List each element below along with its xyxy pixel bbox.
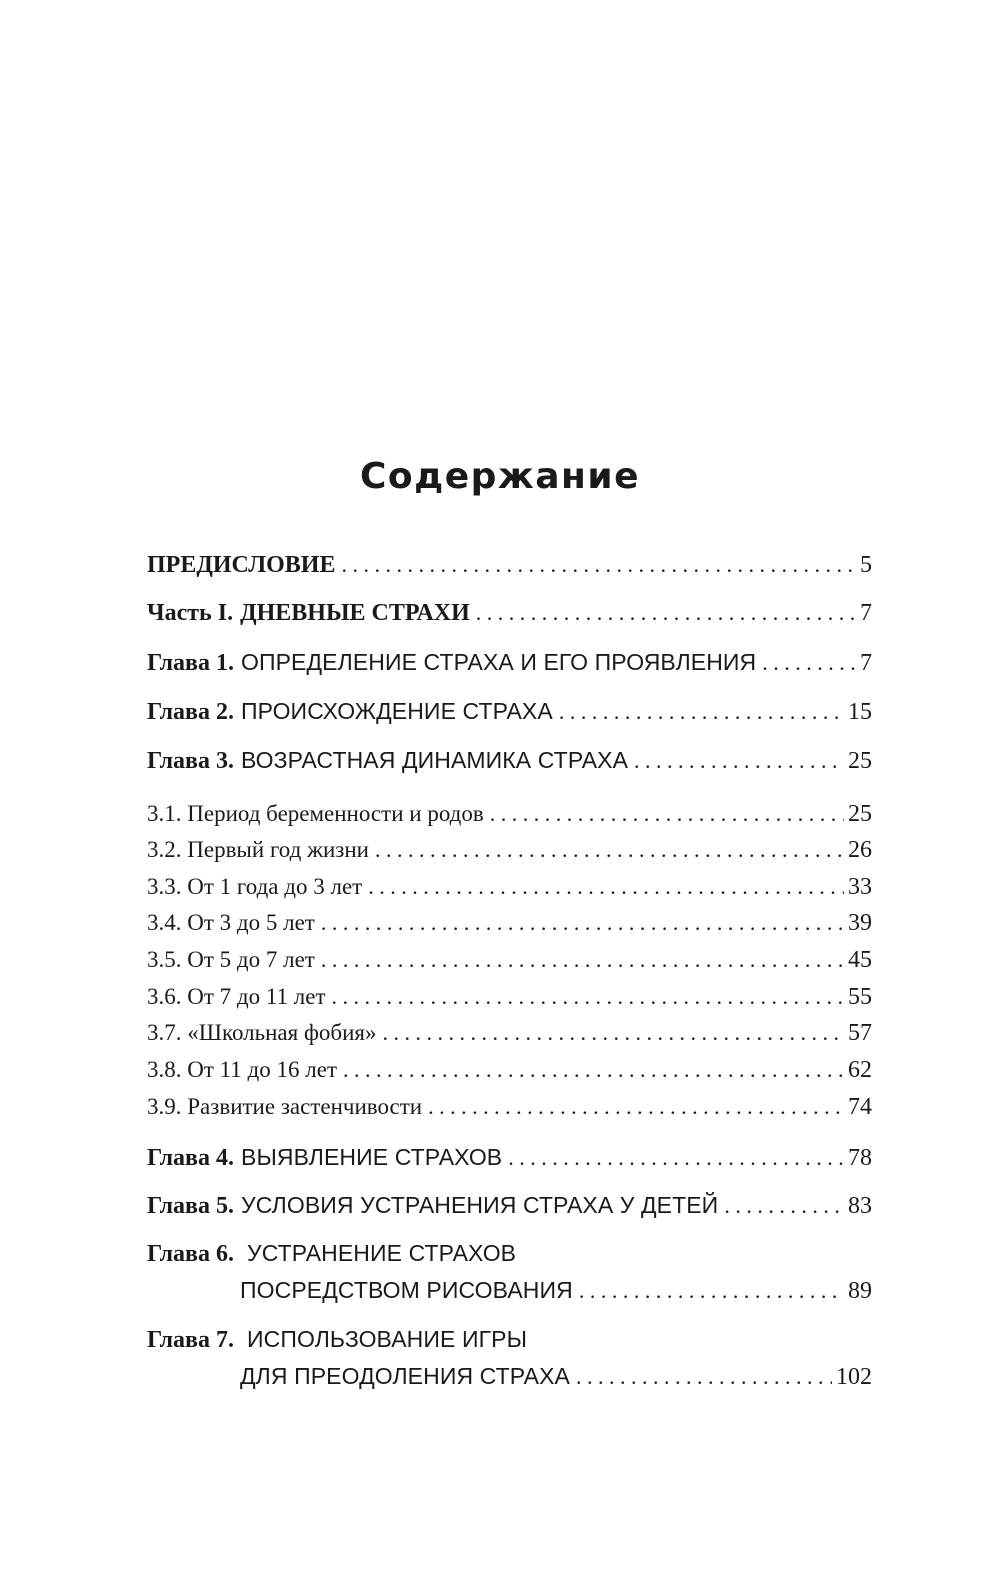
toc-entry-section-3-2	[147, 833, 872, 867]
toc-page-number: 7	[860, 650, 872, 676]
toc-entry-label: ВОЗРАСТНАЯ ДИНАМИКА СТРАХА	[241, 747, 629, 773]
leader-dots	[762, 646, 856, 680]
toc-entry-section-3-3	[147, 870, 872, 904]
toc-entry-prefix: Глава 1.	[147, 650, 234, 676]
toc-entry-label: ИСПОЛЬЗОВАНИЕ ИГРЫ	[247, 1326, 528, 1352]
page-title: Содержание	[359, 456, 641, 497]
toc-entry-label: ВЫЯВЛЕНИЕ СТРАХОВ	[241, 1144, 503, 1170]
toc-page-number: 45	[848, 947, 872, 973]
toc-entry-chapter-5	[147, 1188, 872, 1222]
toc-page-number: 26	[848, 837, 872, 863]
toc-entry-label: ДНЕВНЫЕ СТРАХИ	[240, 600, 470, 626]
toc-entry-label: 3.3. От 1 года до 3 лет	[147, 874, 363, 899]
toc-entry-label: 3.9. Развитие застенчивости	[147, 1094, 423, 1119]
toc-entry-label: 3.7. «Школьная фобия»	[147, 1020, 377, 1045]
toc-entry-label: 3.4. От 3 до 5 лет	[147, 910, 315, 935]
leader-dots	[428, 1090, 844, 1124]
leader-dots	[343, 1053, 844, 1087]
leader-dots	[332, 980, 845, 1014]
toc-page-number: 62	[848, 1057, 872, 1083]
toc-entry-prefix: Глава 6.	[147, 1241, 234, 1267]
toc-entry-section-3-1	[147, 797, 872, 831]
toc-entry-part-1	[147, 596, 872, 630]
toc-entry-label: ПРЕДИСЛОВИЕ	[147, 552, 336, 578]
toc-entry-chapter-2	[147, 694, 872, 728]
toc-entry-prefix: Глава 4.	[147, 1145, 234, 1171]
toc-page-number: 5	[860, 552, 872, 578]
leader-dots	[508, 1141, 844, 1175]
toc-entry-label: УСЛОВИЯ УСТРАНЕНИЯ СТРАХА У ДЕТЕЙ	[241, 1192, 719, 1218]
toc-page-number: 83	[848, 1193, 872, 1219]
toc-entry-chapter-6	[240, 1273, 872, 1307]
leader-dots	[341, 548, 856, 582]
toc-page-number: 74	[848, 1094, 872, 1120]
leader-dots	[576, 1360, 832, 1394]
toc-page-number: 25	[848, 801, 872, 827]
toc-entry-section-3-6	[147, 980, 872, 1014]
toc-entry-label: ОПРЕДЕЛЕНИЕ СТРАХА И ЕГО ПРОЯВЛЕНИЯ	[241, 649, 757, 675]
toc-entry-label: 3.1. Период беременности и родов	[147, 801, 484, 826]
toc-entry-chapter-3	[147, 743, 872, 777]
toc-entry-label: 3.2. Первый год жизни	[147, 837, 369, 862]
toc-entry-preface	[147, 548, 872, 582]
toc-entry-label: 3.5. От 5 до 7 лет	[147, 947, 315, 972]
leader-dots	[579, 1274, 844, 1308]
toc-entry-chapter-1	[147, 645, 872, 679]
leader-dots	[559, 695, 844, 729]
leader-dots	[321, 943, 844, 977]
toc-entry-chapter-7-heading	[147, 1322, 872, 1356]
toc-page-number: 78	[848, 1145, 872, 1171]
toc-entry-label: УСТРАНЕНИЕ СТРАХОВ	[247, 1240, 517, 1266]
toc-entry-prefix: Глава 5.	[147, 1193, 234, 1219]
toc-entry-prefix: Глава 2.	[147, 699, 234, 725]
leader-dots	[321, 906, 844, 940]
toc-entry-prefix: Часть I.	[147, 600, 234, 626]
toc-entry-section-3-9	[147, 1090, 872, 1124]
toc-entry-section-3-5	[147, 943, 872, 977]
toc-page-number: 15	[848, 699, 872, 725]
toc-entry-label: 3.6. От 7 до 11 лет	[147, 984, 326, 1009]
toc-page-number: 89	[848, 1278, 872, 1304]
toc-entry-section-3-8	[147, 1053, 872, 1087]
toc-page-number: 33	[848, 874, 872, 900]
toc-page-number: 7	[860, 600, 872, 626]
toc-entry-section-3-7	[147, 1016, 872, 1050]
toc-entry-label-continued: ДЛЯ ПРЕОДОЛЕНИЯ СТРАХА	[240, 1363, 570, 1389]
toc-entry-prefix: Глава 7.	[147, 1327, 234, 1353]
toc-entry-chapter-6-heading	[147, 1236, 872, 1270]
toc-entry-label-continued: ПОСРЕДСТВОМ РИСОВАНИЯ	[240, 1277, 573, 1303]
leader-dots	[490, 797, 844, 831]
toc-page-number: 55	[848, 984, 872, 1010]
toc-entry-chapter-4	[147, 1140, 872, 1174]
toc-page-number: 102	[836, 1364, 872, 1390]
leader-dots	[382, 1016, 844, 1050]
toc-entry-section-3-4	[147, 906, 872, 940]
toc-entry-chapter-7	[240, 1359, 872, 1393]
leader-dots	[368, 870, 844, 904]
toc-page-number: 39	[848, 910, 872, 936]
leader-dots	[634, 744, 844, 778]
leader-dots	[724, 1189, 844, 1223]
toc-page-number: 57	[848, 1020, 872, 1046]
toc-entry-label: 3.8. От 11 до 16 лет	[147, 1057, 337, 1082]
toc-entry-label: ПРОИСХОЖДЕНИЕ СТРАХА	[241, 698, 553, 724]
toc-entry-prefix: Глава 3.	[147, 748, 234, 774]
leader-dots	[476, 596, 856, 630]
leader-dots	[375, 833, 844, 867]
toc-page-number: 25	[848, 748, 872, 774]
